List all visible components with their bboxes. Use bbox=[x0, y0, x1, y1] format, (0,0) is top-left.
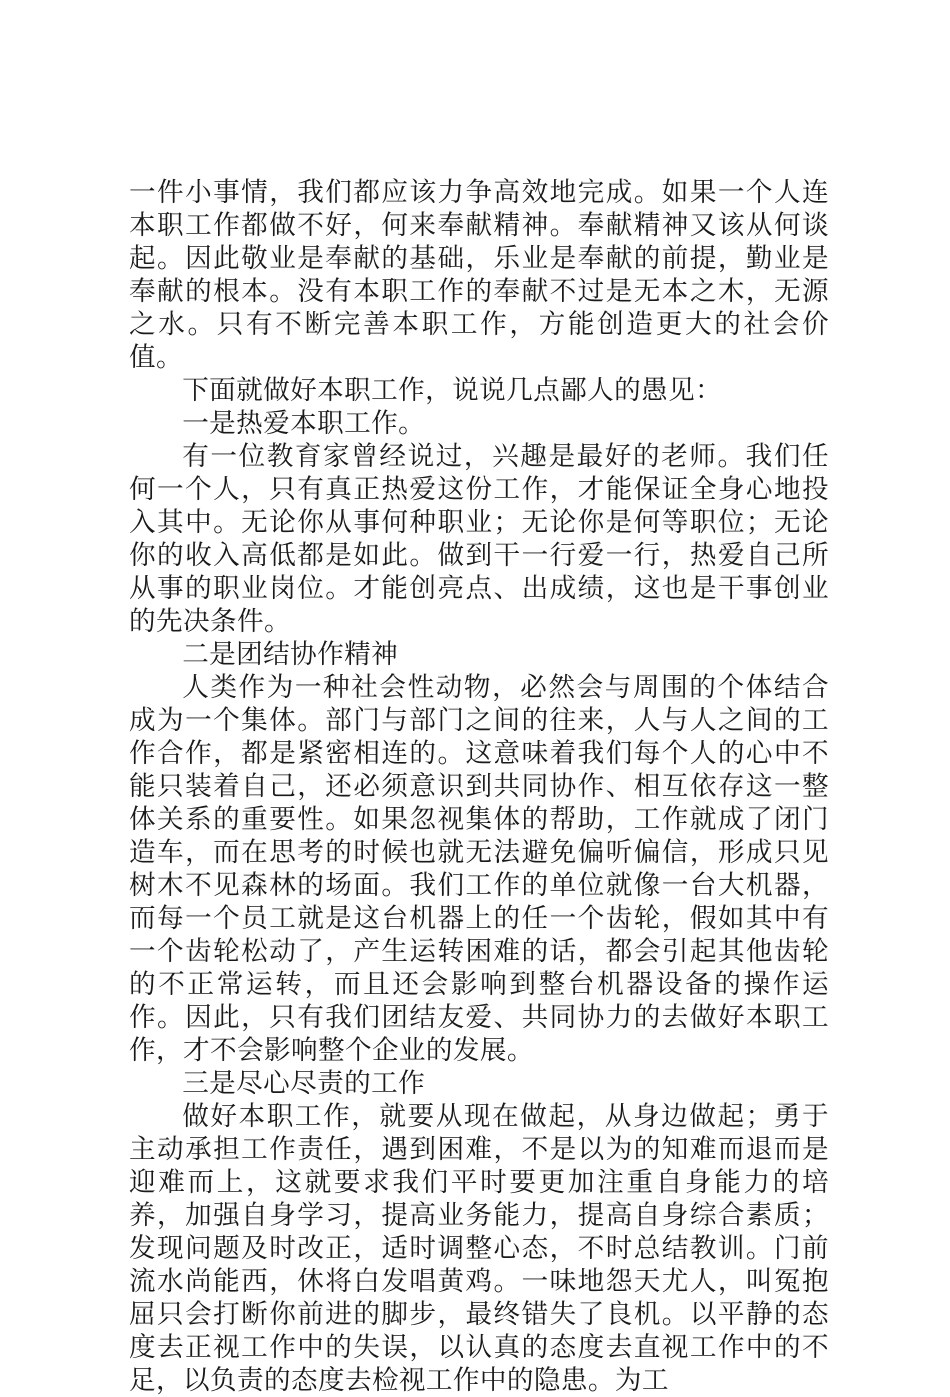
paragraph-intro: 下面就做好本职工作，说说几点鄙人的愚见： bbox=[182, 375, 723, 406]
document-body bbox=[129, 176, 829, 1397]
paragraph-point-one: 有一位教育家曾经说过，兴趣是最好的老师。我们任何一个人，只有真正热爱这份工作，才能保证全身心地投入其中。无论你从事何种职业；无论你是何等职位；无论你的收入高低都是如此。做到干一行爱一行，热爱自己所从事的职业岗位。才能创亮点、出成绩，这也是干事创业的先决条件。 bbox=[129, 441, 829, 637]
paragraph-continued: 一件小事情，我们都应该力争高效地完成。如果一个人连本职工作都做不好，何来奉献精神。奉献精神又该从何谈起。因此敬业是奉献的基础，乐业是奉献的前提，勤业是奉献的根本。没有本职工作的奉献不过是无本之木，无源之水。只有不断完善本职工作，方能创造更大的社会价值。 bbox=[129, 177, 829, 373]
heading-point-three: 三是尽心尽责的工作 bbox=[182, 1068, 426, 1099]
paragraph-point-two: 人类作为一种社会性动物，必然会与周围的个体结合成为一个集体。部门与部门之间的往来，人与人之间的工作合作，都是紧密相连的。这意味着我们每个人的心中不能只装着自己，还必须意识到共同协作、相互依存这一整体关系的重要性。如果忽视集体的帮助，工作就成了闭门造车，而在思考的时候也就无法避免偏听偏信，形成只见树木不见森林的场面。我们工作的单位就像一台大机器，而每一个员工就是这台机器上的任一个齿轮，假如其中有一个齿轮松动了，产生运转困难的话，都会引起其他齿轮的不正常运转，而且还会影响到整台机器设备的操作运作。因此，只有我们团结友爱、共同协力的去做好本职工作，才不会影响整个企业的发展。 bbox=[129, 672, 829, 1066]
heading-point-one: 一是热爱本职工作。 bbox=[182, 408, 426, 439]
paragraph-point-three: 做好本职工作，就要从现在做起，从身边做起；勇于主动承担工作责任，遇到困难，不是以为的知难而退而是迎难而上，这就要求我们平时要更加注重自身能力的培养，加强自身学习，提高业务能力，提高自身综合素质；发现问题及时改正，适时调整心态，不时总结教训。门前流水尚能西，休将白发唱黄鸡。一味地怨天尤人，叫冤抱屈只会打断你前进的脚步，最终错失了良机。以平静的态度去正视工作中的失误，以认真的态度去直视工作中的不足，以负责的态度去检视工作中的隐患。为工 bbox=[129, 1101, 829, 1396]
heading-point-two: 二是团结协作精神 bbox=[182, 639, 399, 670]
